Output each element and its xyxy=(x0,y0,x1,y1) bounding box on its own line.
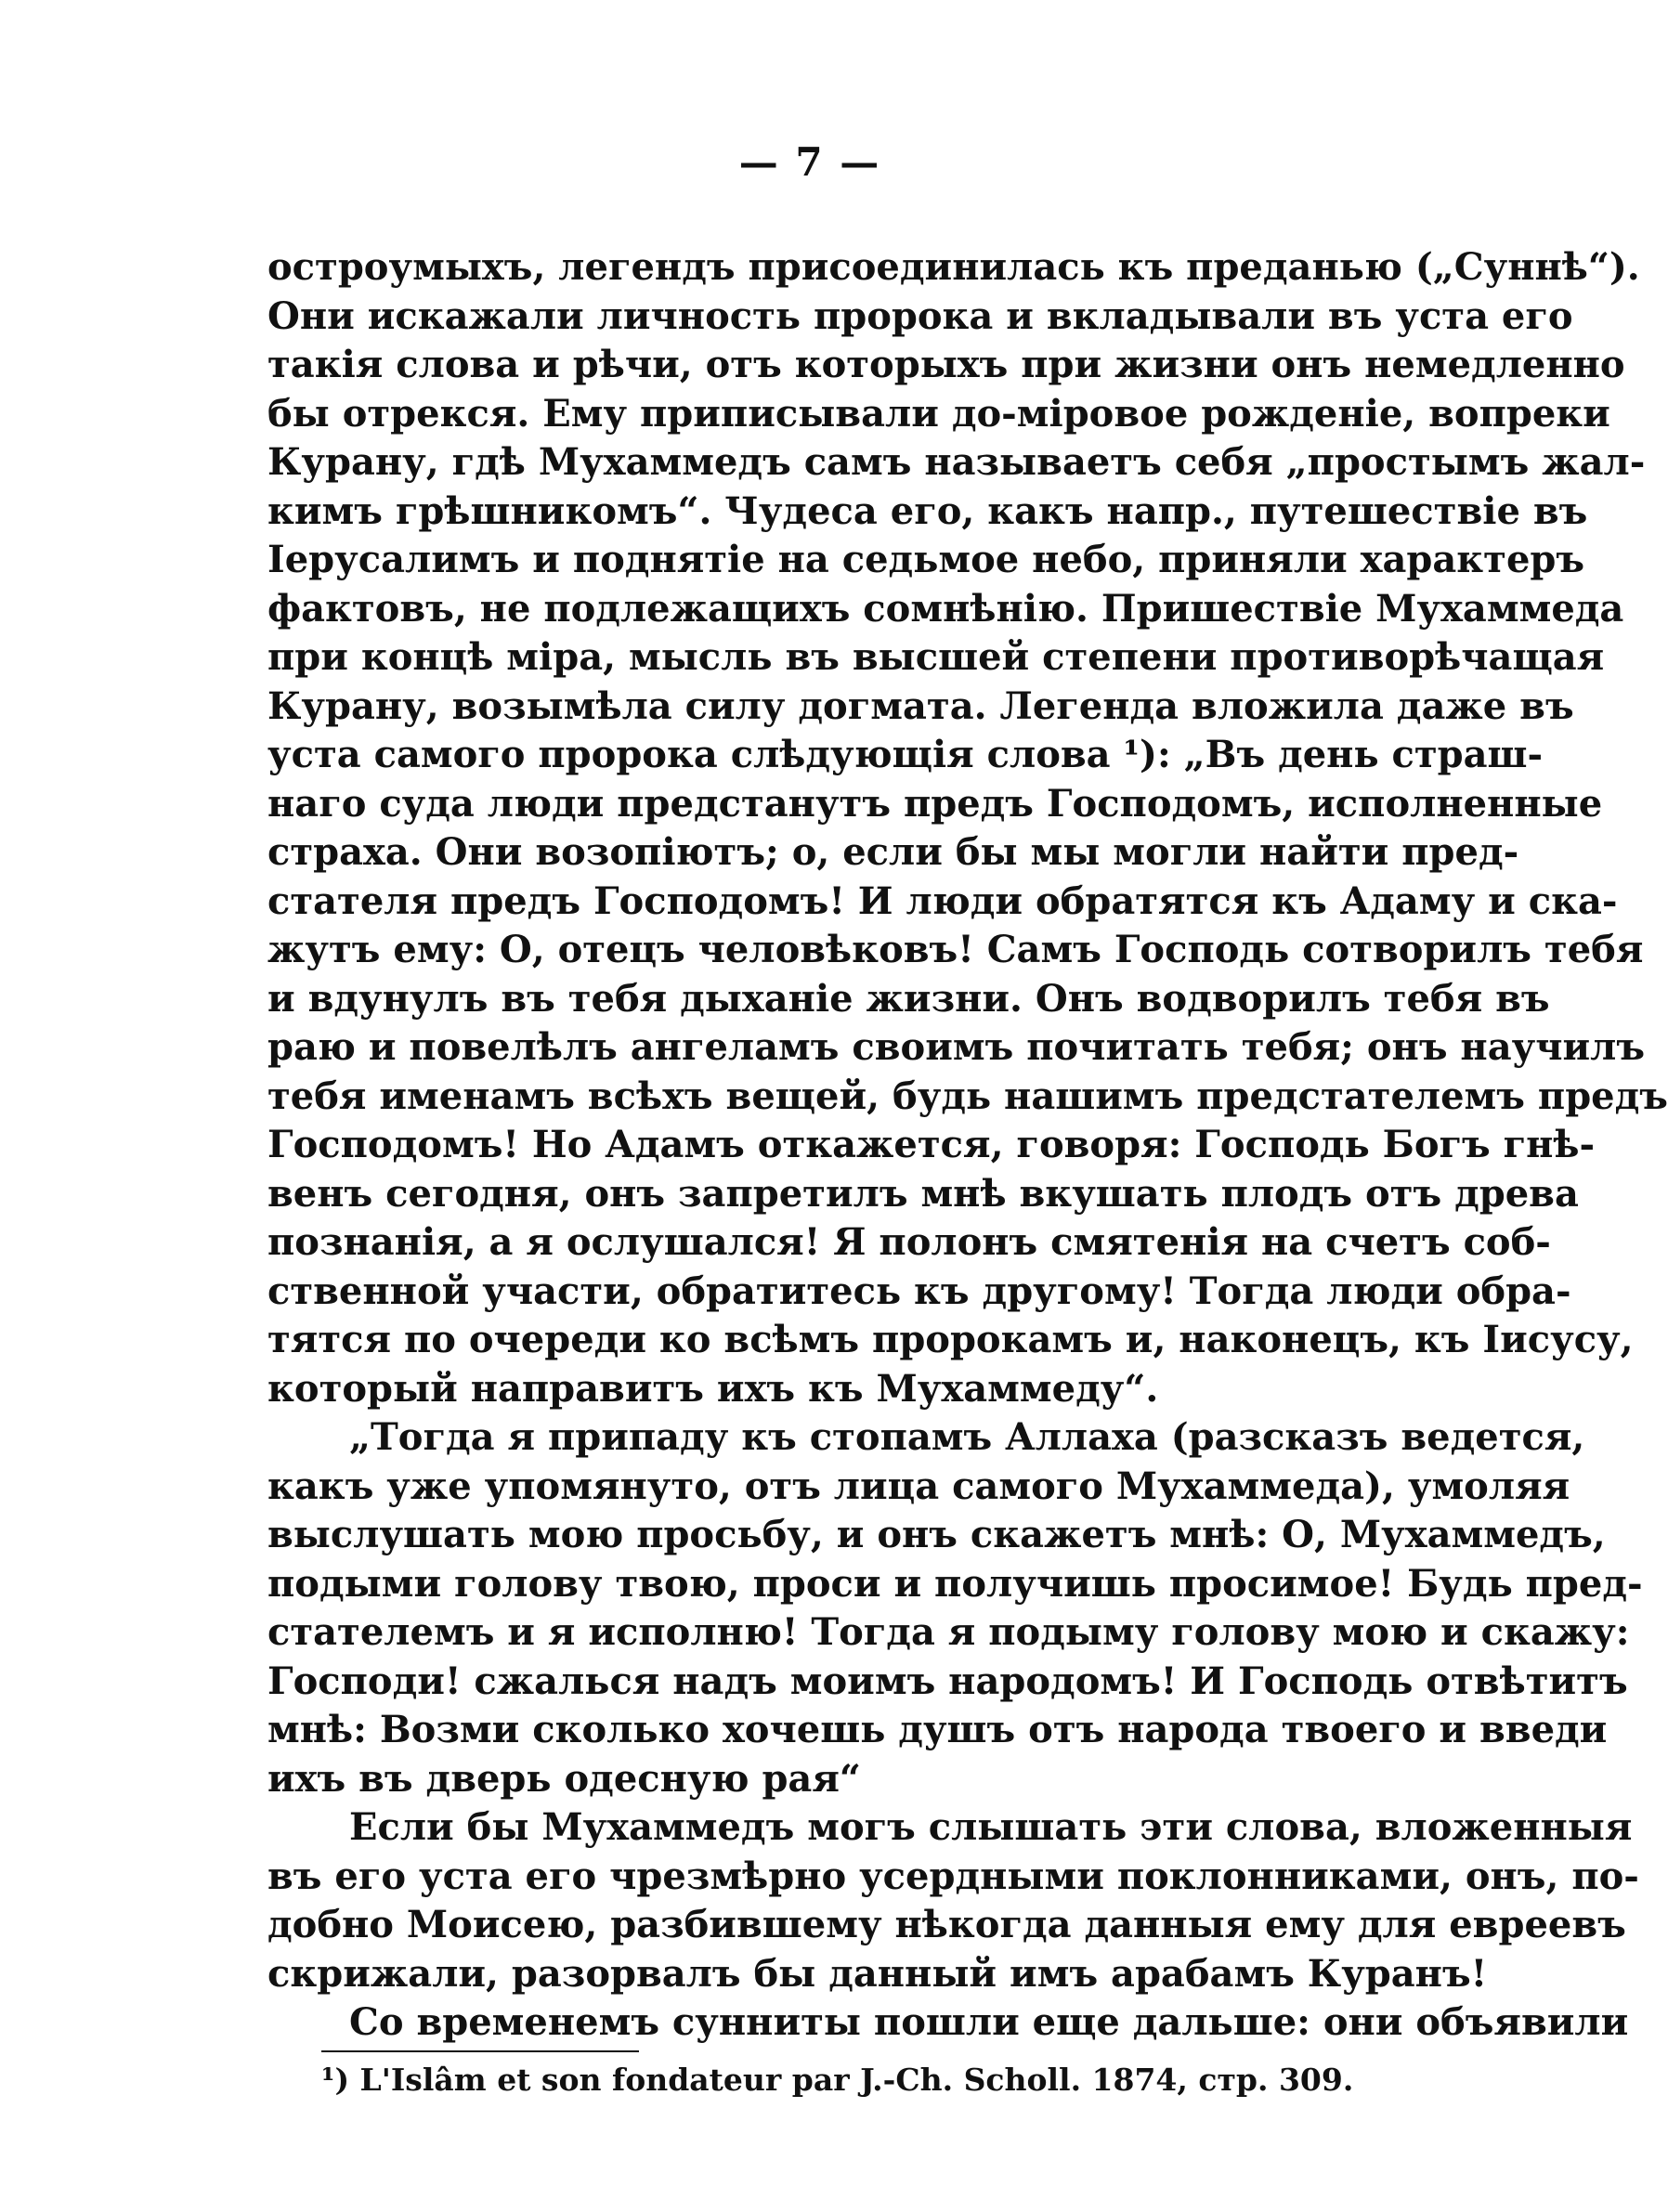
text-line: Со временемъ сунниты пошли еще дальше: они объявили xyxy=(349,2000,1629,2044)
text-line: стателемъ и я исполню! Тогда я подыму голову мою и скажу: xyxy=(267,1610,1630,1654)
text-line: мнѣ: Возми сколько хочешь душъ отъ народа твоего и введи xyxy=(267,1708,1608,1751)
text-line: раю и повелѣлъ ангеламъ своимъ почитать тебя; онъ научилъ xyxy=(267,1025,1646,1069)
text-line: ихъ въ дверь одесную рая“ xyxy=(267,1756,861,1801)
paragraph xyxy=(267,243,1668,1413)
text-line: стателя предъ Господомъ! И люди обратятся къ Адаму и ска- xyxy=(267,878,1618,923)
footnote: ¹) L'Islâm et son fondateur par J.-Ch. Scholl. 1874, стр. 309. xyxy=(321,2062,1354,2098)
text-line: Если бы Мухаммедъ могъ слышать эти слова, вложенныя xyxy=(349,1805,1633,1849)
text-line: Курану, гдѣ Мухаммедъ самъ называетъ себя „простымъ жал- xyxy=(267,440,1646,484)
text-line: добно Моисею, разбившему нѣкогда данныя ему для евреевъ xyxy=(267,1903,1626,1946)
text-line: тятся по очереди ко всѣмъ пророкамъ и, наконецъ, къ Іисусу, xyxy=(267,1318,1634,1361)
text-line: Іерусалимъ и поднятіе на седьмое небо, приняли характеръ xyxy=(267,538,1585,581)
text-line: Курану, возымѣла силу догмата. Легенда вложила даже въ xyxy=(267,683,1574,728)
text-line: подыми голову твою, проси и получишь просимое! Будь пред- xyxy=(267,1561,1643,1606)
paragraph xyxy=(267,1413,1643,1803)
text-line: „Тогда я припаду къ стопамъ Аллаха (разсказъ ведется, xyxy=(349,1415,1585,1459)
text-line: венъ сегодня, онъ запретилъ мнѣ вкушать плодъ отъ древа xyxy=(267,1171,1579,1216)
footnote-rule xyxy=(321,2050,639,2052)
paragraph xyxy=(267,1803,1639,1998)
text-line: скрижали, разорвалъ бы данный имъ арабамъ Куранъ! xyxy=(267,1951,1488,1996)
text-line: Господомъ! Но Адамъ откажется, говоря: Господь Богъ гнѣ- xyxy=(267,1123,1596,1166)
text-line: ственной участи, обратитесь къ другому! Тогда люди обра- xyxy=(267,1269,1571,1313)
text-line: Они искажали личность пророка и вкладывали въ уста его xyxy=(267,293,1573,338)
text-line: выслушать мою просьбу, и онъ скажетъ мнѣ: О, Мухаммедъ, xyxy=(267,1513,1606,1556)
page-number: — 7 — xyxy=(738,139,881,185)
body-text xyxy=(267,243,1668,2048)
text-line: при концѣ міра, мысль въ высшей степени противорѣчащая xyxy=(267,635,1605,679)
text-line: страха. Они возопіютъ; о, если бы мы могли найти пред- xyxy=(267,830,1519,874)
text-line: наго суда люди предстанутъ предъ Господомъ, исполненные xyxy=(267,781,1603,826)
text-line: жутъ ему: О, отецъ человѣковъ! Самъ Господь сотворилъ тебя xyxy=(267,928,1644,971)
text-line: бы отрекся. Ему приписывали до-міровое рожденіе, вопреки xyxy=(267,391,1610,436)
text-line: и вдунулъ въ тебя дыханіе жизни. Онъ водворилъ тебя въ xyxy=(267,976,1550,1021)
paragraph xyxy=(267,1998,1629,2048)
text-line: уста самого пророка слѣдующія слова ¹): „Въ день страш- xyxy=(267,733,1544,776)
text-line: такія слова и рѣчи, отъ которыхъ при жизни онъ немедленно xyxy=(267,343,1625,386)
text-line: который направитъ ихъ къ Мухаммеду“. xyxy=(267,1366,1159,1411)
text-line: въ его уста его чрезмѣрно усердными поклонниками, онъ, по- xyxy=(267,1854,1639,1898)
text-line: какъ уже упомянуто, отъ лица самого Мухаммеда), умоляя xyxy=(267,1464,1570,1508)
text-line: Господи! сжалься надъ моимъ народомъ! И Господь отвѣтитъ xyxy=(267,1659,1628,1703)
text-line: фактовъ, не подлежащихъ сомнѣнію. Пришествіе Мухаммеда xyxy=(267,586,1624,631)
text-line: тебя именамъ всѣхъ вещей, будь нашимъ предстателемъ предъ xyxy=(267,1073,1668,1118)
text-line: остроумыхъ, легендъ присоединилась къ преданью („Суннѣ“). xyxy=(267,245,1640,289)
text-line: познанія, а я ослушался! Я полонъ смятенія на счетъ соб- xyxy=(267,1220,1551,1264)
text-line: кимъ грѣшникомъ“. Чудеса его, какъ напр., путешествіе въ xyxy=(267,488,1588,533)
